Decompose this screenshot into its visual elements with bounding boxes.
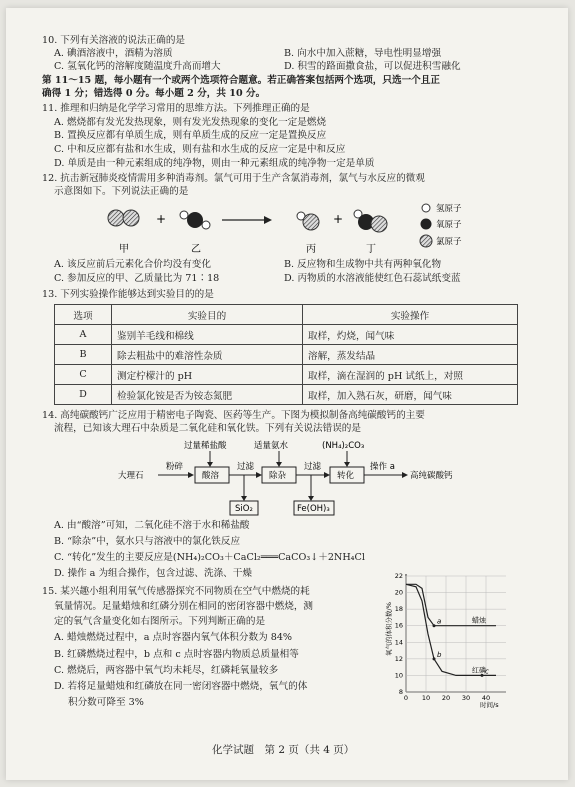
y-tick-label: 18 <box>394 605 403 614</box>
label-bing: 丙 <box>306 244 316 255</box>
q12-option-d: D. 丙物质的水溶液能使红色石蕊试纸变蓝 <box>284 273 461 284</box>
q11-option-b: B. 置换反应都有单质生成，则有单质生成的反应一定是置换反应 <box>54 130 327 141</box>
q10-option-c: C. 氢氧化钙的溶解度随温度升高而增大 <box>54 61 221 72</box>
y-tick-label: 12 <box>394 654 403 663</box>
molecule-ding <box>354 210 387 232</box>
chart-series <box>406 584 496 675</box>
x-tick-label: 40 <box>481 694 491 702</box>
flow-reagent-label: (NH₄)₂CO₃ <box>322 441 365 451</box>
chart-grid <box>406 576 506 692</box>
q14-option-d: D. 操作 a 为组合操作，包含过滤、洗涤、干燥 <box>54 568 252 579</box>
y-tick-label: 16 <box>394 621 403 630</box>
exam-page <box>6 8 568 780</box>
label-yi: 乙 <box>191 244 201 255</box>
series-label-0: 蜡烛 <box>472 616 486 625</box>
q13-table <box>54 304 518 405</box>
annotation-point <box>433 657 436 660</box>
label-jia: 甲 <box>119 244 129 255</box>
q14-stem-line1: 14. 高纯碳酸钙广泛应用于精密电子陶瓷、医药等生产。下图为模拟制备高纯碳酸钙的主要 <box>42 410 425 421</box>
table-cell: 溶解，蒸发结晶 <box>303 345 518 365</box>
page-footer: 化学试题 第 2 页（共 4 页） <box>212 744 355 756</box>
q14-option-b: B. “除杂”中，氨水只与溶液中的氯化铁反应 <box>54 536 241 547</box>
oxygen-chart <box>384 568 516 708</box>
legend-oxygen: 氧原子 <box>436 220 462 230</box>
flow-crush-label: 粉碎 <box>166 462 184 472</box>
q15-option-d-line1: D. 若将足量蜡烛和红磷放在同一密闭容器中燃烧，氧气的体 <box>54 681 308 692</box>
table-row <box>55 325 518 345</box>
x-tick-label: 0 <box>403 694 409 702</box>
q11-option-a: A. 燃烧都有发光发热现象，则有发光发热现象的变化一定是燃烧 <box>54 117 327 128</box>
molecule-bing <box>297 212 319 230</box>
q12-stem-line1: 12. 抗击新冠肺炎疫情需用多种消毒剂。氯气可用于生产含氯消毒剂，氯气与水反应的微观 <box>42 173 425 184</box>
flow-acid-label: 过量稀盐酸 <box>184 441 227 451</box>
atom-legend <box>420 203 462 247</box>
q14-option-c: C. “转化”发生的主要反应是(NH₄)₂CO₃＋CaCl₂═══CaCO₃↓＋2NH₄Cl <box>54 552 365 563</box>
table-header-row <box>55 305 518 325</box>
q15-stem-line2: 氧量情况。足量蜡烛和红磷分别在相同的密闭容器中燃烧，测 <box>54 601 314 612</box>
y-axis-label: 氧气的体积分数/% <box>385 602 393 656</box>
flow-convert-label: 转化 <box>337 471 355 481</box>
q11-option-c: C. 中和反应都有盐和水生成，则有盐和水生成的反应一定是中和反应 <box>54 144 346 155</box>
annotation-label: c <box>485 667 489 676</box>
instructions-line2: 确得 1 分；错选得 0 分。每小题 2 分，共 10 分。 <box>42 88 266 99</box>
table-cell: 测定柠檬汁的 pH <box>112 365 303 385</box>
reaction-arrow <box>222 216 272 224</box>
q15-option-c: C. 燃烧后，两容器中氧气均未耗尽，红磷耗氧量较多 <box>54 665 279 676</box>
label-ding: 丁 <box>366 244 376 255</box>
q13-stem: 13. 下列实验操作能够达到实验目的的是 <box>42 289 214 300</box>
annotation-label: a <box>437 617 442 626</box>
flow-ammonia-label: 适量氨水 <box>254 441 289 451</box>
q10-option-d: D. 积雪的路面撒食盐，可以促进积雪融化 <box>284 61 461 72</box>
plus-sign-1: + <box>156 212 167 226</box>
table-cell: 鉴别羊毛线和棉线 <box>112 325 303 345</box>
y-tick-label: 10 <box>394 671 403 680</box>
table-cell: 除去粗盐中的难溶性杂质 <box>112 345 303 365</box>
header-purpose: 实验目的 <box>112 305 303 325</box>
x-tick-label: 20 <box>441 694 451 702</box>
q11-option-d: D. 单质是由一种元素组成的纯净物，则由一种元素组成的纯净物一定是单质 <box>54 158 375 169</box>
header-operation: 实验操作 <box>303 305 518 325</box>
y-tick-label: 20 <box>394 588 403 597</box>
flow-feoh3: Fe(OH)₃ <box>297 504 330 514</box>
q12-option-c: C. 参加反应的甲、乙质量比为 71∶18 <box>54 273 220 284</box>
flow-product: 高纯碳酸钙 <box>410 471 453 481</box>
legend-hydrogen: 氢原子 <box>436 204 462 214</box>
table-cell: D <box>55 385 112 405</box>
q14-stem-line2: 流程，已知该大理石中杂质是二氧化硅和氧化铁。下列有关说法错误的是 <box>54 423 361 434</box>
y-tick-labels <box>395 572 403 696</box>
flow-sio2: SiO₂ <box>235 504 253 514</box>
x-tick-label: 30 <box>461 694 471 702</box>
x-tick-label: 10 <box>421 694 431 702</box>
table-row <box>55 345 518 365</box>
series-label-1: 红磷 <box>472 666 486 675</box>
q11-stem: 11. 推理和归纳是化学学习常用的思维方法。下列推理正确的是 <box>42 103 310 114</box>
q10-option-a: A. 碘酒溶液中，酒精为溶质 <box>54 48 173 59</box>
q12-reaction-diagram <box>86 200 526 258</box>
header-option: 选项 <box>55 305 112 325</box>
table-cell: 检验氯化铵是否为铵态氮肥 <box>112 385 303 405</box>
table-cell: B <box>55 345 112 365</box>
plus-sign-2: + <box>333 212 344 226</box>
annotation-label: b <box>437 650 442 659</box>
x-tick-labels <box>404 694 490 702</box>
instructions-line1: 第 11～15 题，每小题有一个或两个选项符合题意。若正确答案包括两个选项，只选一个且正 <box>42 75 440 86</box>
table-row <box>55 365 518 385</box>
flow-dissolve-label: 酸溶 <box>202 471 220 481</box>
q10-stem: 10. 下列有关溶液的说法正确的是 <box>42 35 186 46</box>
y-tick-label: 22 <box>394 572 403 580</box>
annotation-point <box>433 624 436 627</box>
table-row <box>55 385 518 405</box>
q15-stem-line3: 定的氧气含量变化如右图所示。下列判断正确的是 <box>54 616 266 627</box>
table-cell: 取样，加入熟石灰，研磨，闻气味 <box>303 385 518 405</box>
table-cell: 取样，灼烧，闻气味 <box>303 325 518 345</box>
flow-filter2-label: 过滤 <box>304 462 322 472</box>
x-axis-label: 时间/s <box>480 701 499 708</box>
flow-filter1-label: 过滤 <box>237 462 255 472</box>
y-tick-label: 14 <box>394 638 403 647</box>
flow-op-label: 操作 a <box>370 462 395 472</box>
q10-option-b: B. 向水中加入蔗糖，导电性明显增强 <box>284 48 442 59</box>
molecule-yi <box>180 211 210 229</box>
series-line-1 <box>406 584 496 675</box>
q15-option-d-line2: 积分数可降至 3% <box>68 697 144 708</box>
q15-option-b: B. 红磷燃烧过程中，b 点和 c 点时容器内物质总质量相等 <box>54 649 299 660</box>
annotation-point <box>481 674 484 677</box>
legend-chlorine: 氯原子 <box>436 237 462 247</box>
q14-flow-diagram <box>118 438 478 518</box>
table-cell: 取样，滴在湿润的 pH 试纸上，对照 <box>303 365 518 385</box>
table-cell: C <box>55 365 112 385</box>
flow-raw-material: 大理石 <box>118 471 144 481</box>
y-tick-label: 8 <box>398 688 403 696</box>
molecule-jia <box>108 210 139 226</box>
flow-purify-label: 除杂 <box>269 471 287 481</box>
table-cell: A <box>55 325 112 345</box>
q14-option-a: A. 由“酸溶”可知，二氧化硅不溶于水和稀盐酸 <box>54 520 250 531</box>
q12-option-a: A. 该反应前后元素化合价均没有变化 <box>54 259 211 270</box>
q15-stem-line1: 15. 某兴趣小组利用氧气传感器探究不同物质在空气中燃烧的耗 <box>42 586 310 597</box>
q15-option-a: A. 蜡烛燃烧过程中，a 点时容器内氧气体积分数为 84% <box>54 632 293 643</box>
q12-option-b: B. 反应物和生成物中共有两种氧化物 <box>284 259 442 270</box>
q12-stem-line2: 示意图如下。下列说法正确的是 <box>54 186 189 197</box>
